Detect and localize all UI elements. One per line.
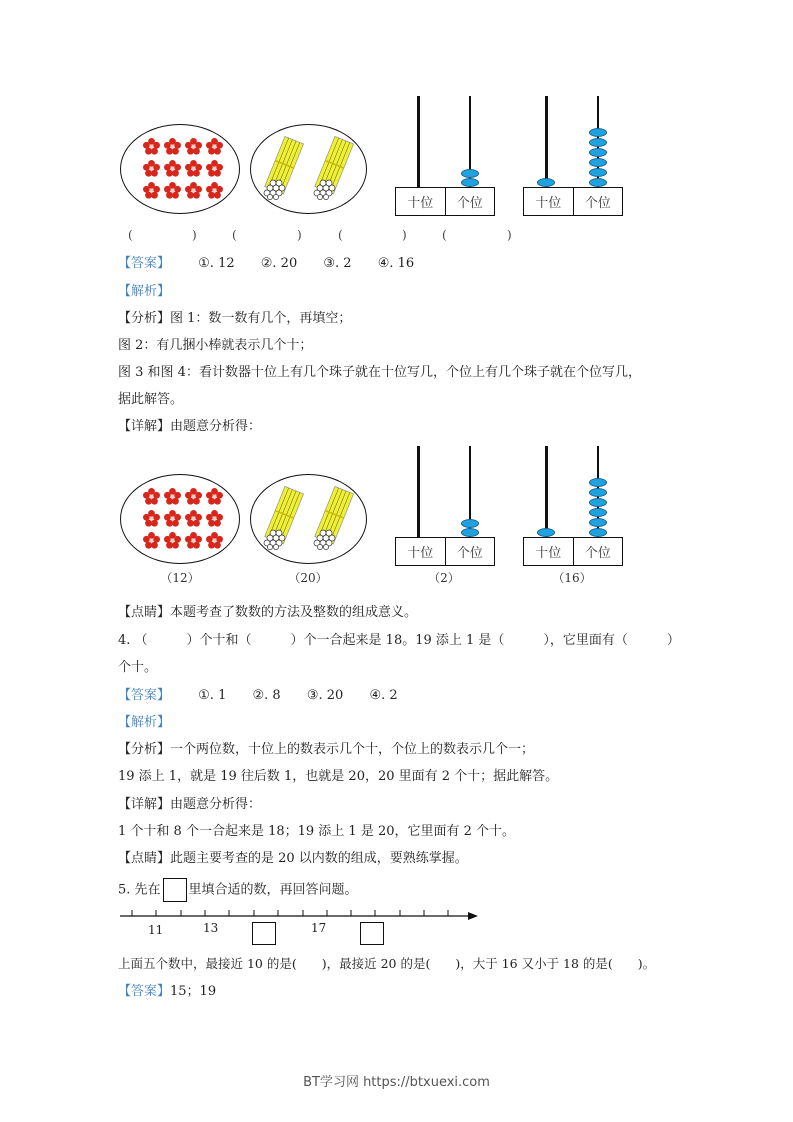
q3-analysis-line: 【分析】图 1：数一数有几个，再填空； <box>118 311 352 326</box>
answer-tag: 【答案】 <box>118 256 171 271</box>
q4-analysis-line: 19 添上 1，就是 19 往后数 1，也就是 20，20 里面有 2 个十；据此解答。 <box>118 769 559 784</box>
flower-icon <box>185 160 202 177</box>
footer-watermark: BT学习网 https://btxuexi.com <box>303 1075 490 1090</box>
flower-icon <box>143 160 160 177</box>
bead-icon <box>589 528 607 537</box>
bead-icon <box>461 178 479 187</box>
q3-comment: 【点睛】本题考查了数数的方法及整数的组成意义。 <box>118 605 418 620</box>
flower-icon <box>185 510 202 527</box>
q5-question: 上面五个数中，最接近 10 的是( )，最接近 20 的是( )，大于 16 又小于 18 的是( )。 <box>118 956 656 971</box>
blank-open[interactable]: ( <box>128 228 133 242</box>
abacus-base <box>523 537 623 566</box>
bead-icon <box>461 528 479 537</box>
bead-icon <box>589 508 607 517</box>
q4-comment: 【点睛】此题主要考查的是 20 以内数的组成，要熟练掌握。 <box>118 851 468 866</box>
answer-value: 15；19 <box>170 984 217 999</box>
answer-tag: 【答案】 <box>118 984 171 999</box>
bead-icon <box>589 148 607 157</box>
bead-icon <box>589 178 607 187</box>
answer-item: ③. 20 <box>306 688 344 703</box>
flower-icon <box>143 510 160 527</box>
bead-icon <box>537 528 555 537</box>
abacus-base <box>523 187 623 216</box>
blank-close: ) <box>402 228 407 242</box>
q3-analysis-line: 据此解答。 <box>118 392 184 407</box>
flower-icon <box>206 532 223 549</box>
flower-icon <box>143 532 160 549</box>
answer-items <box>198 256 436 271</box>
abacus-base <box>395 187 495 216</box>
abacus-tens-rod <box>545 96 548 188</box>
flower-icon <box>143 182 160 199</box>
number-label: 13 <box>203 921 219 935</box>
answer-tag: 【答案】 <box>118 688 171 703</box>
tens-label: 十位 <box>407 196 434 211</box>
tens-label: 十位 <box>535 546 562 561</box>
flower-grid <box>143 488 227 554</box>
answer-item: ①. 1 <box>198 688 227 703</box>
bead-icon <box>589 488 607 497</box>
number-line-blank-box[interactable] <box>360 922 384 945</box>
flower-icon <box>164 532 181 549</box>
q4-analysis-line: 【分析】一个两位数，十位上的数表示几个十，个位上的数表示几个一； <box>118 742 535 757</box>
q4-detail-line: 1 个十和 8 个一合起来是 18；19 添上 1 是 20，它里面有 2 个十。 <box>118 824 516 839</box>
flower-icon <box>185 182 202 199</box>
flower-icon <box>206 488 223 505</box>
stick-bundle-icon <box>312 136 354 200</box>
q5-prompt <box>118 878 358 902</box>
answer-item: ④. 2 <box>369 688 398 703</box>
q5-answer <box>118 983 216 1001</box>
flower-icon <box>206 510 223 527</box>
bead-icon <box>589 138 607 147</box>
ones-label: 个位 <box>445 188 495 215</box>
stick-bundle-icon <box>312 486 354 550</box>
q3-analysis-line: 图 2：有几捆小棒就表示几个十； <box>118 338 313 353</box>
tens-label: 十位 <box>535 196 562 211</box>
flower-icon <box>164 488 181 505</box>
blank-open[interactable]: ( <box>232 228 237 242</box>
q4-analysis-tag: 【解析】 <box>118 715 171 730</box>
blank-close: ) <box>192 228 197 242</box>
flower-icon <box>206 138 223 155</box>
bead-icon <box>589 478 607 487</box>
caption: （20） <box>288 571 328 585</box>
q5-prompt-before: 5. 先在 <box>118 882 161 898</box>
number-line-blank-box[interactable] <box>252 922 276 945</box>
abacus-tens-rod <box>545 446 548 538</box>
flower-icon <box>206 160 223 177</box>
q4-question-line: 个十。 <box>118 660 158 675</box>
ones-label: 个位 <box>573 188 623 215</box>
abacus-tens-rod <box>417 446 420 538</box>
flower-grid <box>143 138 227 204</box>
bead-icon <box>589 498 607 507</box>
flower-icon <box>143 138 160 155</box>
number-label: 11 <box>148 923 164 937</box>
flower-icon <box>185 488 202 505</box>
bead-icon <box>461 519 479 528</box>
caption: （2） <box>428 571 460 585</box>
ones-label: 个位 <box>445 538 495 565</box>
abacus-tens-rod <box>417 96 420 188</box>
blank-open[interactable]: ( <box>442 228 447 242</box>
q3-answer <box>118 255 436 273</box>
bead-icon <box>537 178 555 187</box>
q4-answer <box>118 687 420 705</box>
flower-icon <box>206 182 223 199</box>
flower-icon <box>185 138 202 155</box>
blank-close: ) <box>297 228 302 242</box>
bead-icon <box>589 518 607 527</box>
bead-icon <box>461 169 479 178</box>
flower-icon <box>164 160 181 177</box>
ones-label: 个位 <box>573 538 623 565</box>
flower-icon <box>185 532 202 549</box>
abacus-base <box>395 537 495 566</box>
number-label: 17 <box>311 921 327 935</box>
flower-icon <box>164 138 181 155</box>
caption: （16） <box>552 571 592 585</box>
q3-analysis-line: 图 3 和图 4：看计数器十位上有几个珠子就在十位写几，个位上有几个珠子就在个位写几， <box>118 365 641 380</box>
answer-item: ④. 16 <box>377 256 415 271</box>
answer-item: ①. 12 <box>198 256 235 271</box>
q4-detail-title: 【详解】由题意分析得： <box>118 797 262 812</box>
flower-icon <box>164 182 181 199</box>
fill-box <box>163 878 187 902</box>
q3-detail: 【详解】由题意分析得： <box>118 419 262 434</box>
stick-bundle-icon <box>262 136 304 200</box>
tens-label: 十位 <box>407 546 434 561</box>
bead-icon <box>589 158 607 167</box>
blank-close: ) <box>507 228 512 242</box>
flower-icon <box>164 510 181 527</box>
blank-open[interactable]: ( <box>338 228 343 242</box>
stick-bundle-icon <box>262 486 304 550</box>
answer-items <box>198 688 420 703</box>
bead-icon <box>589 168 607 177</box>
answer-item: ③. 2 <box>323 256 352 271</box>
number-line-axis <box>118 907 480 921</box>
flower-icon <box>143 488 160 505</box>
q3-analysis-tag: 【解析】 <box>118 284 171 299</box>
bead-icon <box>589 128 607 137</box>
q5-prompt-after: 里填合适的数，再回答问题。 <box>188 882 358 898</box>
q4-question-line: 4. （ ）个十和（ ）个一合起来是 18。19 添上 1 是（ ），它里面有（ ） <box>118 633 680 648</box>
answer-item: ②. 20 <box>260 256 298 271</box>
answer-item: ②. 8 <box>252 688 281 703</box>
caption: （12） <box>160 571 200 585</box>
